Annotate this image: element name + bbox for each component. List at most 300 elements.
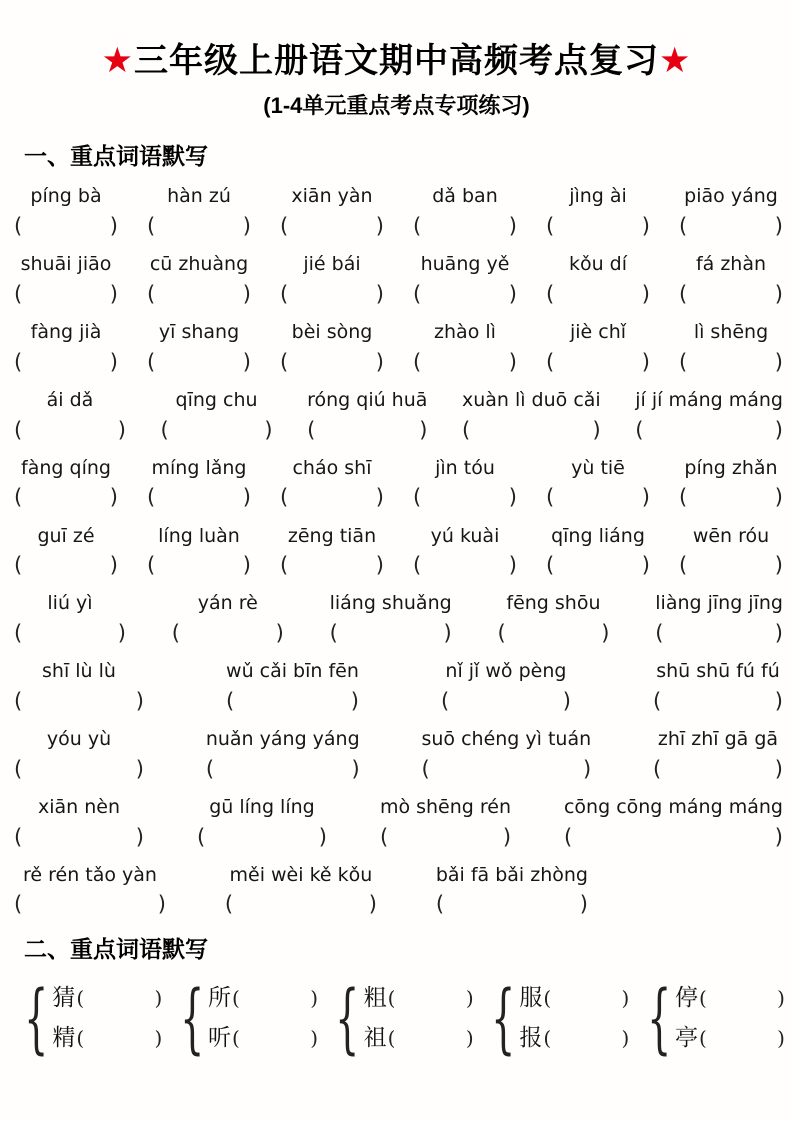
paren-open-icon: ( xyxy=(232,1025,240,1050)
paren-close-icon: ) xyxy=(579,892,588,917)
paren-close-icon: ) xyxy=(242,485,251,510)
answer-blank xyxy=(679,215,783,238)
paren-open-icon: ( xyxy=(14,485,23,510)
pinyin-text: liàng jīng jīng xyxy=(655,592,783,615)
pinyin-word xyxy=(413,253,517,306)
answer-blank xyxy=(14,554,118,577)
paren-close-icon: ) xyxy=(465,985,474,1010)
answer-blank xyxy=(413,554,517,577)
paren-close-icon: ) xyxy=(774,214,783,239)
paren-close-icon: ) xyxy=(375,349,384,374)
pinyin-word xyxy=(413,185,517,238)
pinyin-word xyxy=(635,389,783,442)
pinyin-word xyxy=(679,185,783,238)
compare-group xyxy=(635,972,785,1062)
pinyin-word xyxy=(413,457,517,510)
pinyin-text: zhào lì xyxy=(434,320,496,343)
pinyin-text: jìng ài xyxy=(569,185,627,208)
paren-open-icon: ( xyxy=(147,553,156,578)
compare-lines xyxy=(364,986,474,1050)
compare-group xyxy=(323,972,474,1062)
answer-blank xyxy=(388,986,474,1010)
paren-close-icon: ) xyxy=(641,553,650,578)
paren-open-icon: ( xyxy=(698,985,707,1010)
paren-open-icon: ( xyxy=(698,1025,707,1050)
pinyin-text: wēn róu xyxy=(692,524,770,547)
pinyin-text: hàn zú xyxy=(167,185,231,208)
pinyin-word xyxy=(14,253,118,306)
paren-open-icon: ( xyxy=(679,553,688,578)
answer-blank xyxy=(280,554,384,577)
pinyin-word xyxy=(14,457,118,510)
paren-open-icon: ( xyxy=(307,417,316,442)
paren-open-icon: ( xyxy=(160,417,169,442)
pinyin-text: xiān yàn xyxy=(291,185,373,208)
paren-open-icon: ( xyxy=(679,349,688,374)
pinyin-text: zēng tiān xyxy=(287,524,377,547)
paren-open-icon: ( xyxy=(413,214,422,239)
pinyin-word xyxy=(679,253,783,306)
pinyin-word xyxy=(679,321,783,374)
pinyin-word xyxy=(546,185,650,238)
compare-words-area xyxy=(0,972,793,1062)
paren-open-icon: ( xyxy=(635,417,644,442)
paren-close-icon: ) xyxy=(508,553,517,578)
answer-blank xyxy=(655,622,783,645)
page-title xyxy=(0,0,793,82)
paren-close-icon: ) xyxy=(774,688,783,713)
pinyin-word xyxy=(172,592,284,645)
paren-open-icon: ( xyxy=(14,553,23,578)
star-icon-right: ★ xyxy=(659,41,692,80)
pinyin-row xyxy=(14,389,783,442)
pinyin-text: cōng cōng máng máng xyxy=(563,795,783,818)
pinyin-text: liáng shuǎng xyxy=(329,592,452,615)
pinyin-exercise-area xyxy=(0,185,793,916)
answer-blank xyxy=(436,893,588,916)
answer-blank xyxy=(699,1026,785,1050)
answer-blank xyxy=(206,758,360,781)
paren-close-icon: ) xyxy=(774,553,783,578)
hanzi-character: 服 xyxy=(519,985,543,1011)
paren-close-icon: ) xyxy=(109,349,118,374)
compare-group xyxy=(168,972,319,1062)
answer-blank xyxy=(564,826,783,849)
answer-blank xyxy=(280,215,384,238)
pinyin-word xyxy=(147,253,251,306)
paren-close-icon: ) xyxy=(109,214,118,239)
paren-open-icon: ( xyxy=(546,553,555,578)
pinyin-text: qīng chu xyxy=(175,388,258,411)
pinyin-text: nuǎn yáng yáng xyxy=(205,728,360,751)
paren-close-icon: ) xyxy=(351,756,360,781)
paren-close-icon: ) xyxy=(774,824,783,849)
answer-blank xyxy=(546,283,650,306)
pinyin-text: jiè chǐ xyxy=(569,320,627,343)
pinyin-word xyxy=(147,321,251,374)
pinyin-text: shū shū fú fú xyxy=(656,660,780,683)
paren-open-icon: ( xyxy=(226,688,235,713)
paren-close-icon: ) xyxy=(508,281,517,306)
paren-close-icon: ) xyxy=(774,756,783,781)
pinyin-text: míng lǎng xyxy=(151,456,247,479)
section1-heading: 一、重点词语默写 xyxy=(24,143,208,169)
pinyin-word xyxy=(14,864,166,917)
pinyin-text: fēng shōu xyxy=(506,592,601,615)
paren-close-icon: ) xyxy=(242,349,251,374)
pinyin-word xyxy=(14,389,126,442)
curly-brace-icon: { xyxy=(646,972,671,1062)
paren-open-icon: ( xyxy=(546,485,555,510)
pinyin-row xyxy=(14,321,783,374)
paren-open-icon: ( xyxy=(461,417,471,442)
answer-blank xyxy=(147,351,251,374)
answer-blank xyxy=(497,622,609,645)
pinyin-word xyxy=(14,728,144,781)
pinyin-row xyxy=(14,728,783,781)
pinyin-word xyxy=(413,525,517,578)
answer-blank xyxy=(14,283,118,306)
paren-close-icon: ) xyxy=(154,985,163,1010)
answer-blank xyxy=(679,554,783,577)
page-title-text: 三年级上册语文期中高频考点复习 xyxy=(134,42,659,80)
paren-open-icon: ( xyxy=(280,349,289,374)
pinyin-word xyxy=(462,389,601,442)
answer-blank xyxy=(546,215,650,238)
answer-blank xyxy=(14,419,126,442)
compare-line xyxy=(52,1026,162,1050)
pinyin-text: cū zhuàng xyxy=(149,253,249,276)
pinyin-word xyxy=(380,796,511,849)
hanzi-character: 听 xyxy=(208,1025,232,1051)
paren-close-icon: ) xyxy=(502,824,512,849)
pinyin-text: líng luàn xyxy=(158,524,240,547)
paren-close-icon: ) xyxy=(310,985,319,1010)
answer-blank xyxy=(280,486,384,509)
paren-open-icon: ( xyxy=(497,621,506,646)
answer-blank xyxy=(462,419,601,442)
pinyin-word xyxy=(147,185,251,238)
paren-open-icon: ( xyxy=(76,1025,85,1050)
paren-close-icon: ) xyxy=(375,485,384,510)
paren-close-icon: ) xyxy=(508,485,517,510)
paren-open-icon: ( xyxy=(14,824,23,849)
pinyin-text: piāo yáng xyxy=(684,185,778,208)
paren-close-icon: ) xyxy=(375,281,384,306)
hanzi-character: 停 xyxy=(674,985,698,1011)
paren-open-icon: ( xyxy=(679,214,688,239)
paren-open-icon: ( xyxy=(224,892,234,917)
answer-blank xyxy=(546,486,650,509)
pinyin-word xyxy=(441,660,571,713)
pinyin-text: qīng liáng xyxy=(551,524,645,547)
paren-open-icon: ( xyxy=(413,485,422,510)
pinyin-text: píng bà xyxy=(30,185,102,208)
answer-blank xyxy=(147,215,251,238)
answer-blank xyxy=(546,351,650,374)
paren-open-icon: ( xyxy=(652,688,662,713)
answer-blank xyxy=(330,622,452,645)
paren-open-icon: ( xyxy=(329,621,338,646)
compare-lines xyxy=(208,986,318,1050)
paren-close-icon: ) xyxy=(350,688,359,713)
pinyin-text: shuāi jiāo xyxy=(20,253,112,276)
pinyin-text: ái dǎ xyxy=(46,388,94,411)
pinyin-text: guī zé xyxy=(37,524,95,547)
pinyin-text: lì shēng xyxy=(693,320,769,343)
paren-open-icon: ( xyxy=(14,214,23,239)
pinyin-word xyxy=(226,660,359,713)
answer-blank xyxy=(147,554,251,577)
paren-close-icon: ) xyxy=(621,985,630,1010)
answer-blank xyxy=(14,690,144,713)
compare-line xyxy=(52,986,162,1010)
compare-line xyxy=(675,986,785,1010)
answer-blank xyxy=(14,351,118,374)
answer-blank xyxy=(197,826,327,849)
answer-blank xyxy=(546,554,650,577)
pinyin-text: jìn tóu xyxy=(435,456,495,479)
curly-brace-icon: { xyxy=(179,972,204,1062)
paren-open-icon: ( xyxy=(413,281,422,306)
answer-blank xyxy=(147,486,251,509)
pinyin-word xyxy=(14,660,144,713)
paren-open-icon: ( xyxy=(232,985,240,1010)
pinyin-text: xuàn lì duō cǎi xyxy=(461,388,601,411)
pinyin-row xyxy=(14,796,783,849)
pinyin-text: nǐ jǐ wǒ pèng xyxy=(445,660,567,683)
paren-open-icon: ( xyxy=(413,349,422,374)
pinyin-word xyxy=(161,389,273,442)
pinyin-text: bèi sòng xyxy=(291,320,373,343)
pinyin-text: suō chéng yì tuán xyxy=(421,728,592,751)
paren-open-icon: ( xyxy=(379,824,389,849)
paren-open-icon: ( xyxy=(14,349,23,374)
pinyin-word xyxy=(280,457,384,510)
paren-open-icon: ( xyxy=(14,417,23,442)
pinyin-row xyxy=(14,185,783,238)
pinyin-text: yú kuài xyxy=(430,524,500,547)
pinyin-text: yóu yù xyxy=(46,728,112,751)
paren-open-icon: ( xyxy=(147,485,156,510)
paren-close-icon: ) xyxy=(562,688,571,713)
paren-open-icon: ( xyxy=(546,349,555,374)
pinyin-text: yù tiē xyxy=(571,456,625,479)
answer-blank xyxy=(14,758,144,781)
paren-close-icon: ) xyxy=(109,553,118,578)
pinyin-text: fá zhàn xyxy=(695,253,767,276)
paren-open-icon: ( xyxy=(14,688,23,713)
answer-blank xyxy=(441,690,571,713)
pinyin-word xyxy=(280,185,384,238)
paren-open-icon: ( xyxy=(196,824,206,849)
answer-blank xyxy=(679,283,783,306)
pinyin-word xyxy=(225,864,377,917)
paren-close-icon: ) xyxy=(641,485,650,510)
paren-open-icon: ( xyxy=(280,485,289,510)
pinyin-word xyxy=(147,457,251,510)
paren-open-icon: ( xyxy=(171,621,180,646)
answer-blank xyxy=(380,826,511,849)
paren-close-icon: ) xyxy=(443,621,452,646)
paren-close-icon: ) xyxy=(641,349,650,374)
pinyin-word xyxy=(546,525,650,578)
answer-blank xyxy=(232,986,318,1010)
paren-close-icon: ) xyxy=(777,985,785,1010)
compare-line xyxy=(675,1026,785,1050)
compare-lines xyxy=(52,986,162,1050)
paren-open-icon: ( xyxy=(421,756,430,781)
paren-close-icon: ) xyxy=(117,621,126,646)
answer-blank xyxy=(14,826,144,849)
paren-open-icon: ( xyxy=(280,553,289,578)
paren-close-icon: ) xyxy=(508,349,517,374)
paren-open-icon: ( xyxy=(440,688,450,713)
pinyin-word xyxy=(147,525,251,578)
paren-open-icon: ( xyxy=(546,281,555,306)
answer-blank xyxy=(653,690,783,713)
paren-open-icon: ( xyxy=(14,621,23,646)
paren-close-icon: ) xyxy=(275,621,284,646)
paren-close-icon: ) xyxy=(621,1025,630,1050)
paren-close-icon: ) xyxy=(375,553,384,578)
compare-lines xyxy=(519,986,629,1050)
pinyin-row xyxy=(14,253,783,306)
pinyin-text: mò shēng rén xyxy=(379,795,512,818)
pinyin-text: fàng jià xyxy=(30,320,102,343)
compare-group xyxy=(479,972,630,1062)
pinyin-text: yī shang xyxy=(158,320,240,343)
answer-blank xyxy=(421,758,591,781)
paren-open-icon: ( xyxy=(546,214,555,239)
pinyin-word xyxy=(14,592,126,645)
page-subtitle: (1-4单元重点考点专项练习) xyxy=(263,93,530,118)
compare-line xyxy=(208,986,318,1010)
paren-close-icon: ) xyxy=(774,417,783,442)
paren-open-icon: ( xyxy=(679,485,688,510)
paren-open-icon: ( xyxy=(652,756,662,781)
pinyin-text: rě rén tǎo yàn xyxy=(23,863,157,886)
pinyin-word xyxy=(546,321,650,374)
pinyin-word xyxy=(280,253,384,306)
pinyin-text: róng qiú huā xyxy=(307,388,428,411)
paren-open-icon: ( xyxy=(387,1025,396,1050)
paren-open-icon: ( xyxy=(147,349,156,374)
pinyin-word xyxy=(14,185,118,238)
paren-open-icon: ( xyxy=(14,281,23,306)
compare-line xyxy=(364,986,474,1010)
answer-blank xyxy=(225,893,377,916)
pinyin-row xyxy=(14,864,783,917)
hanzi-character: 亭 xyxy=(674,1025,698,1051)
paren-close-icon: ) xyxy=(419,417,428,442)
answer-blank xyxy=(14,622,126,645)
pinyin-word xyxy=(330,592,452,645)
pinyin-text: píng zhǎn xyxy=(684,456,778,479)
pinyin-text: zhī zhī gā gā xyxy=(657,728,779,751)
pinyin-text: jié bái xyxy=(303,253,361,276)
answer-blank xyxy=(14,215,118,238)
pinyin-text: jí jí máng máng xyxy=(635,388,783,411)
paren-close-icon: ) xyxy=(777,1025,785,1050)
answer-blank xyxy=(413,283,517,306)
paren-open-icon: ( xyxy=(280,214,289,239)
compare-group xyxy=(12,972,163,1062)
paren-close-icon: ) xyxy=(242,553,251,578)
answer-blank xyxy=(679,486,783,509)
pinyin-text: bǎi fā bǎi zhòng xyxy=(435,863,588,886)
paren-close-icon: ) xyxy=(375,214,384,239)
paren-close-icon: ) xyxy=(310,1025,319,1050)
compare-line xyxy=(364,1026,474,1050)
paren-open-icon: ( xyxy=(147,281,156,306)
answer-blank xyxy=(172,622,284,645)
paren-close-icon: ) xyxy=(242,281,251,306)
pinyin-row xyxy=(14,457,783,510)
pinyin-text: xiān nèn xyxy=(37,795,121,818)
paren-close-icon: ) xyxy=(774,485,783,510)
answer-blank xyxy=(14,893,166,916)
paren-close-icon: ) xyxy=(465,1025,474,1050)
answer-blank xyxy=(147,283,251,306)
star-icon-left: ★ xyxy=(101,41,134,80)
paren-close-icon: ) xyxy=(774,621,783,646)
paren-close-icon: ) xyxy=(508,214,517,239)
curly-brace-icon: { xyxy=(335,972,360,1062)
pinyin-row xyxy=(14,660,783,713)
pinyin-word xyxy=(421,728,591,781)
answer-blank xyxy=(280,283,384,306)
answer-blank xyxy=(543,986,629,1010)
paren-close-icon: ) xyxy=(242,214,251,239)
compare-line xyxy=(519,986,629,1010)
paren-open-icon: ( xyxy=(14,756,23,781)
pinyin-word xyxy=(14,525,118,578)
pinyin-text: fàng qíng xyxy=(21,456,111,479)
hanzi-character: 所 xyxy=(208,985,232,1011)
section2-heading: 二、重点词语默写 xyxy=(24,935,208,962)
pinyin-word xyxy=(655,592,783,645)
paren-close-icon: ) xyxy=(641,281,650,306)
hanzi-character: 猜 xyxy=(52,985,76,1011)
pinyin-word xyxy=(653,660,783,713)
answer-blank xyxy=(635,419,783,442)
pinyin-text: dǎ ban xyxy=(432,185,498,208)
paren-close-icon: ) xyxy=(592,417,601,442)
paren-close-icon: ) xyxy=(601,621,610,646)
paren-close-icon: ) xyxy=(154,1025,163,1050)
paren-open-icon: ( xyxy=(655,621,664,646)
paren-open-icon: ( xyxy=(280,281,289,306)
answer-blank xyxy=(232,1026,318,1050)
paren-open-icon: ( xyxy=(147,214,156,239)
answer-blank xyxy=(280,351,384,374)
pinyin-text: měi wèi kě kǒu xyxy=(229,863,373,886)
pinyin-text: cháo shī xyxy=(292,456,372,479)
pinyin-row xyxy=(14,592,783,645)
hanzi-character: 报 xyxy=(519,1025,543,1051)
pinyin-text: shī lù lù xyxy=(42,660,116,683)
curly-brace-icon: { xyxy=(24,972,49,1062)
pinyin-row xyxy=(14,525,783,578)
pinyin-word xyxy=(14,321,118,374)
paren-close-icon: ) xyxy=(135,824,144,849)
compare-lines xyxy=(675,986,785,1050)
pinyin-word xyxy=(546,457,650,510)
pinyin-word xyxy=(413,321,517,374)
pinyin-word xyxy=(280,321,384,374)
pinyin-word xyxy=(679,457,783,510)
